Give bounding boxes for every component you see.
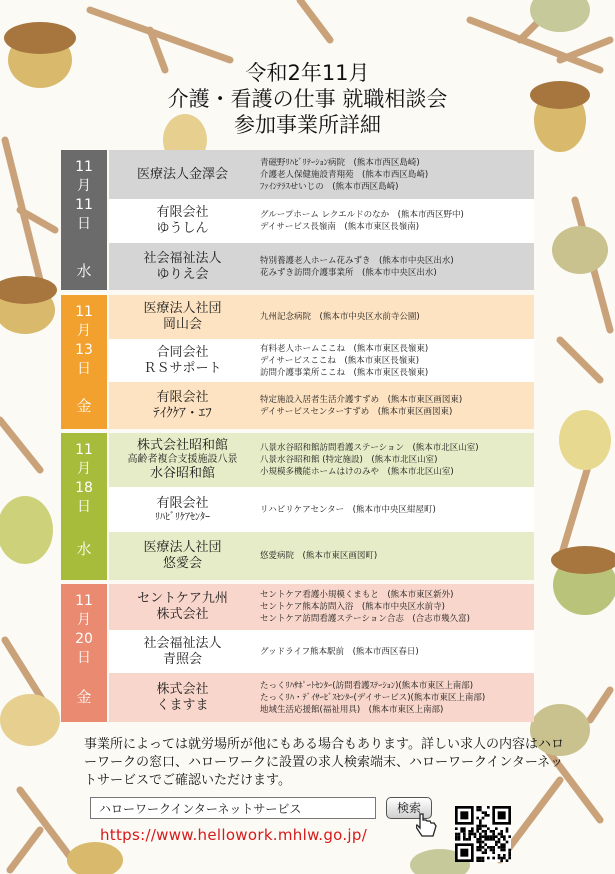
facility-list xyxy=(256,150,534,199)
organization-name-line: ﾘﾊﾋﾞﾘｹｱｾﾝﾀｰ xyxy=(155,511,210,523)
facility-list xyxy=(256,295,534,339)
weekday-label: 水 xyxy=(76,262,92,280)
facility-list xyxy=(256,532,534,580)
date-band xyxy=(61,295,107,429)
weekday-label: 金 xyxy=(76,688,92,706)
day-group xyxy=(61,584,534,722)
facility-list xyxy=(256,630,534,673)
organization-name-line: セントケア九州 xyxy=(137,591,228,606)
date-band xyxy=(61,433,107,580)
organization-name xyxy=(109,532,256,580)
organization-name-line: 医療法人社団 xyxy=(143,301,222,316)
date-band xyxy=(61,584,107,722)
organization-name xyxy=(109,295,256,339)
facility-item: 訪問介護事業所ここね (熊本市東区長嶺東) xyxy=(260,367,429,378)
facility-item: グループホーム レクエルドのなか (熊本市西区野中) xyxy=(260,210,464,220)
company-row xyxy=(109,339,534,382)
company-row xyxy=(109,150,534,199)
facility-item: たっくﾘﾊ・ﾃﾞｲｻｰﾋﾞｽｾﾝﾀｰ(デイサービス)(熊本市東区上南部) xyxy=(260,692,486,703)
company-row xyxy=(109,295,534,339)
company-row xyxy=(109,532,534,580)
organization-name-line: ＲＳサポート xyxy=(143,360,222,376)
facility-item: セントケア看護小規模くまもと (熊本市東区新外) xyxy=(260,590,454,600)
search-button[interactable]: 検索 xyxy=(386,797,432,819)
company-row xyxy=(109,199,534,243)
organization-name xyxy=(109,339,256,382)
organization-name-line: 高齢者複合支援施設八景 xyxy=(127,454,238,465)
organization-name-line: ゆりえ会 xyxy=(156,266,209,282)
facility-item: 地域生活応援館(福祉用具) (熊本市東区上南部) xyxy=(260,704,444,715)
weekday-label: 金 xyxy=(76,397,92,415)
facility-list xyxy=(256,487,534,532)
organization-name-line: 株式会社 xyxy=(156,681,209,697)
organization-name xyxy=(109,433,256,487)
search-input[interactable]: ハローワークインターネットサービス xyxy=(90,797,376,819)
organization-name-line: 株式会社昭和館 xyxy=(136,438,228,453)
date-label: 11月13日 xyxy=(75,304,93,377)
page-title-line3: 参加事業所詳細 xyxy=(234,113,381,137)
company-row xyxy=(109,630,534,673)
facility-list xyxy=(256,339,534,382)
organization-name-line: ゆうしん xyxy=(156,221,209,236)
company-row xyxy=(109,382,534,429)
facility-item: デイサービス長嶺南 (熊本市東区長嶺南) xyxy=(260,222,420,232)
facility-item: 八景水谷昭和館訪問看護ステーション (熊本市北区山室) xyxy=(260,443,479,453)
facility-item: 特別養護老人ホーム花みずき (熊本市中央区出水) xyxy=(260,255,454,266)
facility-list xyxy=(256,433,534,487)
facility-item: 有料老人ホームここね (熊本市東区長嶺東) xyxy=(260,343,429,354)
organization-name-line: 医療法人金澤会 xyxy=(136,166,228,182)
date-label: 11月11日 xyxy=(75,159,93,232)
notice-text: 事業所によっては就労場所が他にもある場合もあります。詳しい求人の内容はハローワークの窓口、ハローワークに設置の求人検索端末、ハローワークインターネットサービスでご確認いただけます。 xyxy=(84,737,564,788)
organization-name-line: 悠愛会 xyxy=(162,556,202,571)
facility-item: セントケア訪問看護ステーション合志 (合志市幾久富) xyxy=(260,614,470,624)
organization-name-line: 水谷昭和館 xyxy=(149,466,215,481)
facility-item: 花みずき訪問介護事業所 (熊本市中央区出水) xyxy=(260,267,437,278)
facility-item: 九州記念病院 (熊本市中央区水前寺公園) xyxy=(260,312,420,322)
facility-item: デイサービスセンターすずめ (熊本市東区画図東) xyxy=(260,406,453,417)
facility-item: 青磁野ﾘﾊﾋﾞﾘﾃｰｼｮﾝ病院 (熊本市西区島崎) xyxy=(260,157,420,168)
organization-name-line: 岡山会 xyxy=(162,317,202,332)
facility-item: 特定施設入居者生活介護すずめ (熊本市東区画図東) xyxy=(260,394,463,405)
facility-item: リハビリケアセンター (熊本市中央区紺屋町) xyxy=(260,504,436,515)
organization-name-line: 有限会社 xyxy=(156,495,209,511)
facility-item: 悠愛病院 (熊本市東区画図町) xyxy=(260,551,378,561)
organization-name xyxy=(109,487,256,532)
facility-item: 八景水谷昭和館 (特定施設) (熊本市北区山室) xyxy=(260,455,438,465)
organization-name-line: くますま xyxy=(156,697,209,713)
organization-name xyxy=(109,150,256,199)
facility-item: デイサービスここね (熊本市東区長嶺東) xyxy=(260,355,420,366)
organization-name-line: ﾃｲｸｹｱ・ｴﾌ xyxy=(153,405,212,421)
facility-item: ﾌｧｲﾝﾃﾗｽせいじの (熊本市西区島崎) xyxy=(260,181,399,192)
organization-name-line: 合同会社 xyxy=(156,344,209,360)
organization-name xyxy=(109,584,256,630)
facility-item: セントケア熊本訪問入浴 (熊本市中央区水前寺) xyxy=(260,602,445,612)
hellowork-url-link[interactable]: https://www.hellowork.mhlw.go.jp/ xyxy=(100,826,368,844)
facility-item: 介護老人保健施設青翔苑 (熊本市西区島崎) xyxy=(260,169,429,180)
qr-code xyxy=(455,806,511,862)
date-label: 11月18日 xyxy=(75,442,93,515)
hand-cursor-icon xyxy=(416,812,438,838)
organization-name-line: 青照会 xyxy=(162,651,202,667)
day-group xyxy=(61,433,534,580)
organization-name xyxy=(109,630,256,673)
page-title-line2: 介護・看護の仕事 就職相談会 xyxy=(167,87,448,111)
company-row xyxy=(109,584,534,630)
organization-name-line: 株式会社 xyxy=(156,607,209,622)
organization-name-line: 社会福祉法人 xyxy=(143,635,222,651)
organization-name xyxy=(109,382,256,429)
organization-name xyxy=(109,243,256,290)
organization-name-line: 医療法人社団 xyxy=(143,540,222,555)
date-band xyxy=(61,150,107,290)
facility-list xyxy=(256,673,534,722)
facility-item: 小規模多機能ホームはけのみや (熊本市北区山室) xyxy=(260,467,454,477)
facility-list xyxy=(256,584,534,630)
company-row xyxy=(109,487,534,532)
page-title-line1: 令和2年11月 xyxy=(245,61,370,85)
organization-name-line: 有限会社 xyxy=(156,389,209,405)
facility-list xyxy=(256,199,534,243)
day-group xyxy=(61,150,534,290)
facility-list xyxy=(256,243,534,290)
organization-name xyxy=(109,673,256,722)
weekday-label: 水 xyxy=(76,540,92,558)
date-label: 11月20日 xyxy=(75,593,93,666)
facility-item: たっくﾘﾊｻﾎﾟｰﾄｾﾝﾀｰ(訪問看護ｽﾃｰｼｮﾝ)(熊本市東区上南部) xyxy=(260,680,474,691)
organization-name xyxy=(109,199,256,243)
facility-item: グッドライフ熊本駅前 (熊本市西区春日) xyxy=(260,646,419,657)
company-row xyxy=(109,433,534,487)
company-row xyxy=(109,243,534,290)
organization-name-line: 有限会社 xyxy=(156,205,209,220)
day-group xyxy=(61,295,534,429)
facility-list xyxy=(256,382,534,429)
company-row xyxy=(109,673,534,722)
organization-name-line: 社会福祉法人 xyxy=(143,250,222,266)
